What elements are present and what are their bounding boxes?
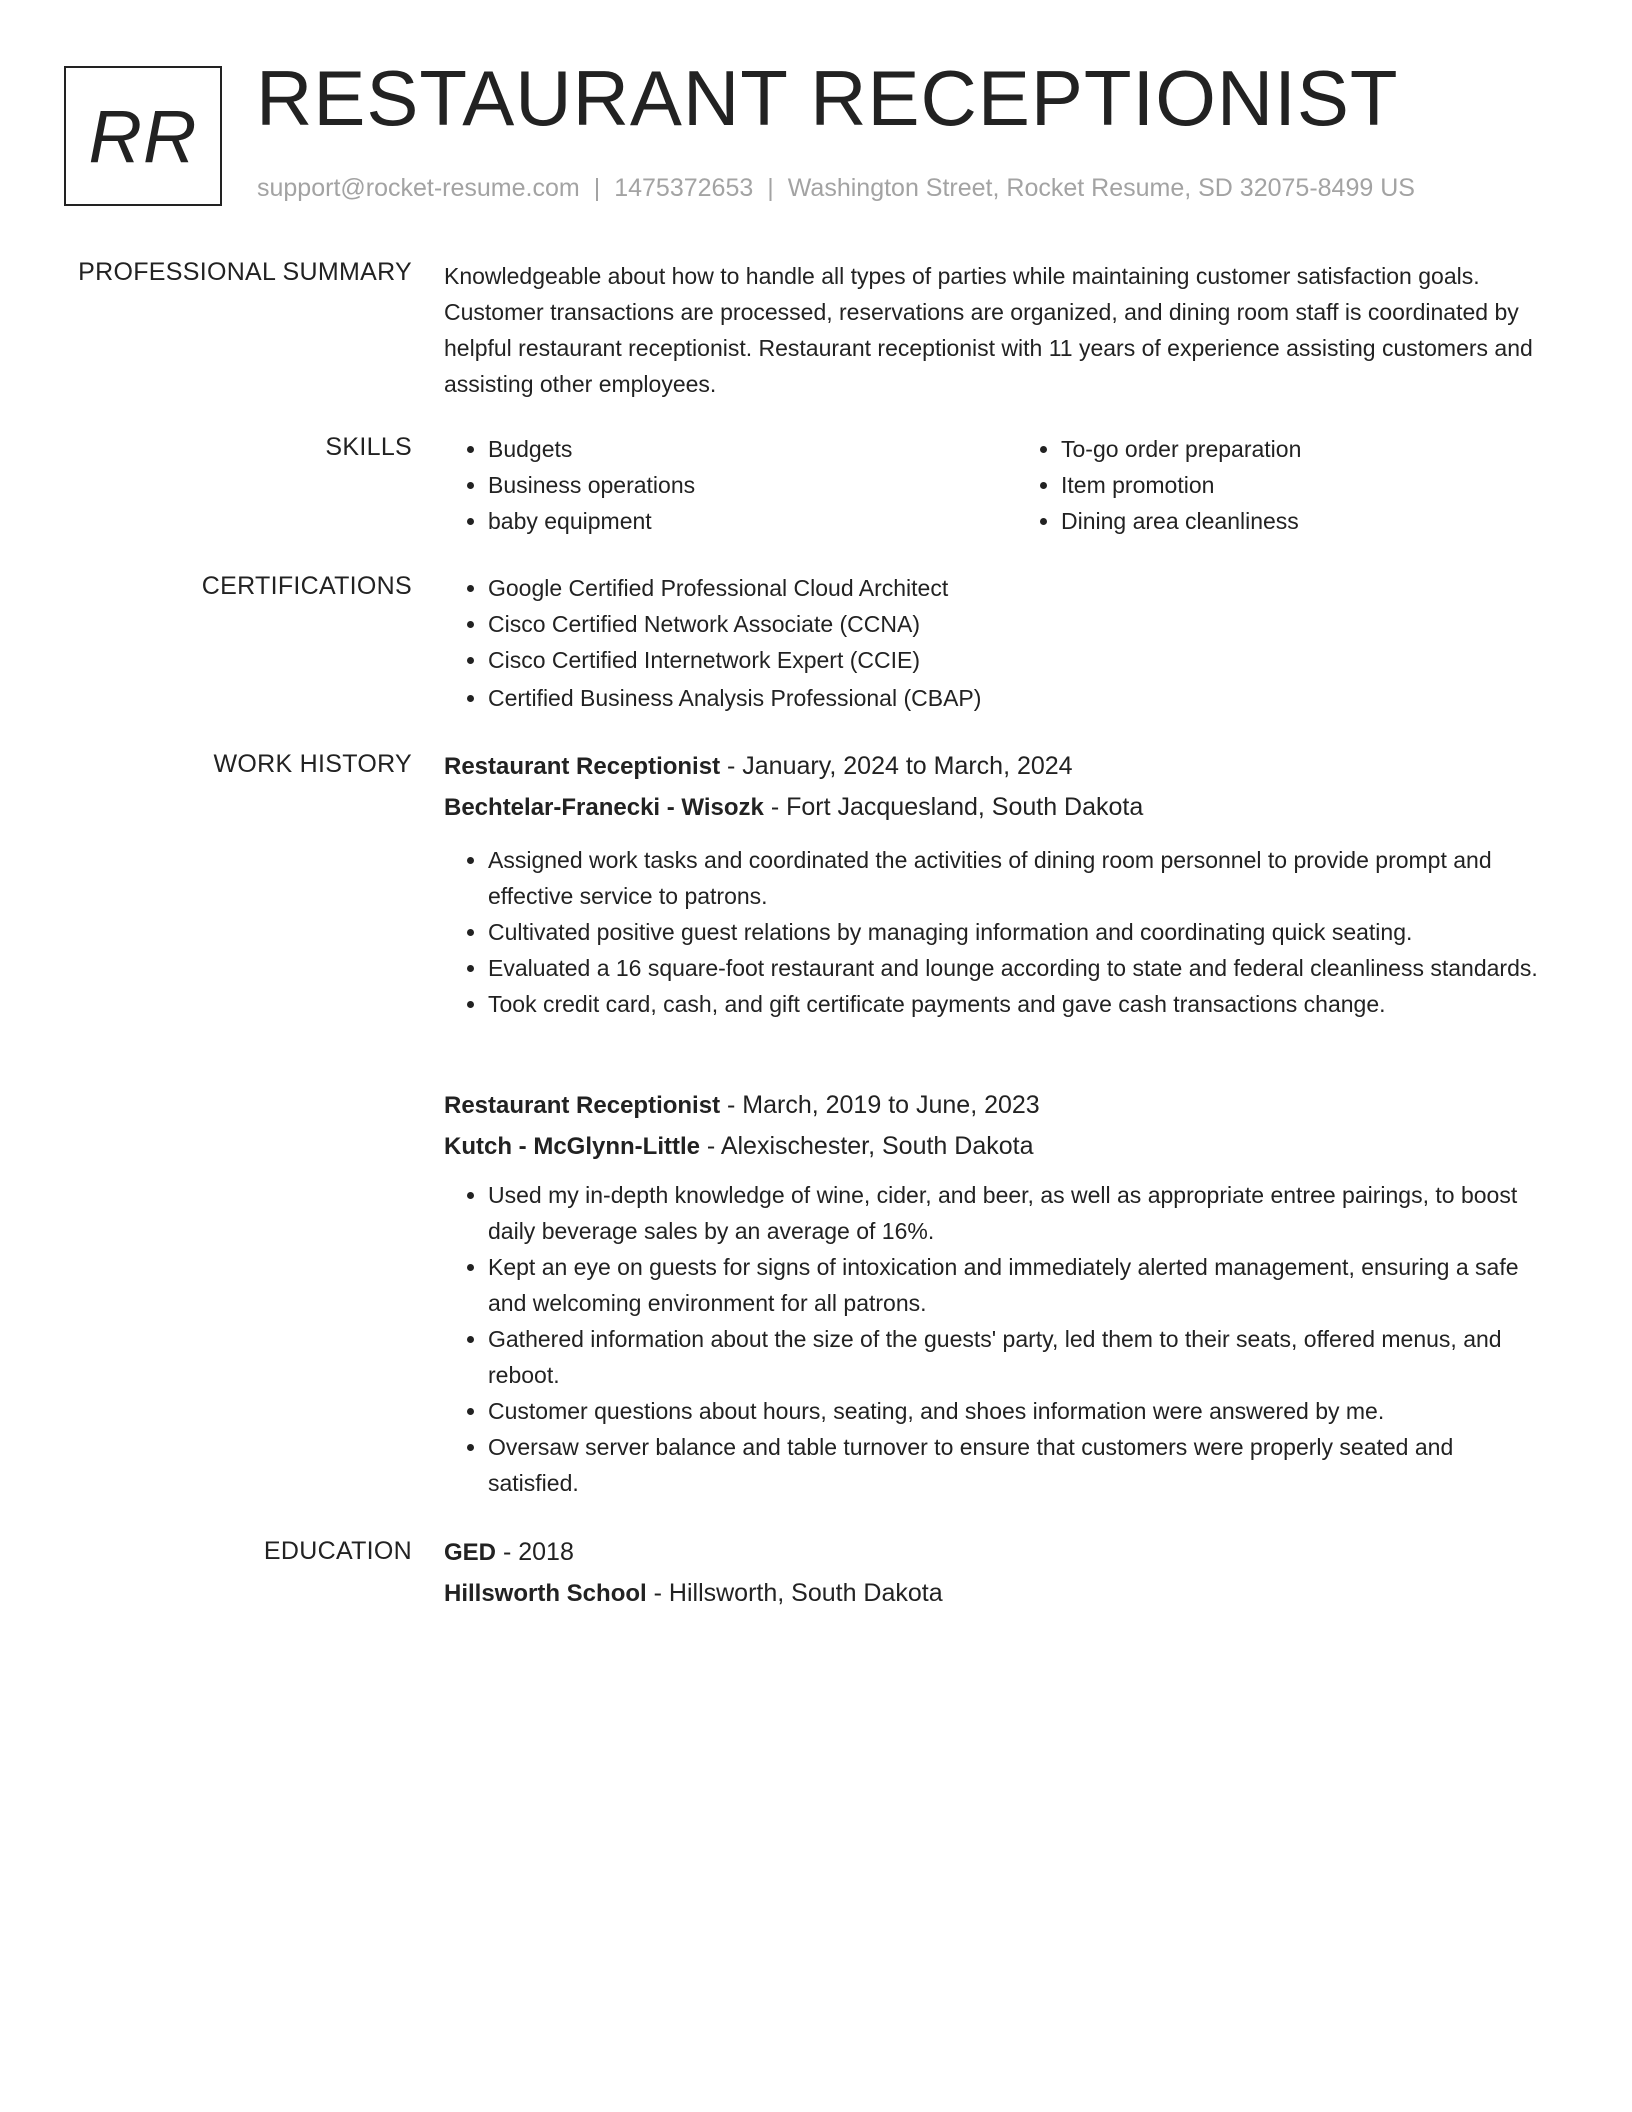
job-employer: Kutch - McGlynn-Little xyxy=(444,1133,700,1160)
contact-phone: 1475372653 xyxy=(614,174,754,202)
certification-item: • Google Certified Professional Cloud Architect xyxy=(488,570,1544,606)
job-location: - Fort Jacquesland, South Dakota xyxy=(763,793,1144,821)
education-school: Hillsworth School xyxy=(444,1580,647,1607)
job-bullets xyxy=(444,1177,1544,1501)
contact-separator: | xyxy=(593,174,601,202)
skill-item: • Business operations xyxy=(488,467,971,503)
job-entry xyxy=(444,746,1544,1022)
education-heading: EDUCATION xyxy=(263,1537,412,1565)
certifications-list xyxy=(444,570,1544,716)
contact-address: Washington Street, Rocket Resume, SD 32075-8499 US xyxy=(787,174,1415,202)
monogram-initials: RR xyxy=(88,94,198,178)
contact-line xyxy=(257,174,1415,203)
summary-heading: PROFESSIONAL SUMMARY xyxy=(78,258,412,286)
job-bullets xyxy=(444,842,1544,1022)
skills-list xyxy=(444,431,1544,539)
education-location: - Hillsworth, South Dakota xyxy=(646,1579,943,1607)
job-employer-line xyxy=(444,1126,1544,1167)
education-year: - 2018 xyxy=(496,1538,574,1566)
contact-separator: | xyxy=(767,174,774,202)
job-bullet: • Cultivated positive guest relations by managing information and coordinating quick seating. xyxy=(488,914,1544,950)
education-school-line xyxy=(444,1573,1544,1614)
education-degree: GED xyxy=(444,1539,497,1566)
skill-item: • Dining area cleanliness xyxy=(1061,503,1544,539)
skill-item: • baby equipment xyxy=(488,503,971,539)
job-title-line xyxy=(444,746,1544,787)
education-degree-line xyxy=(444,1532,1544,1573)
work-history-heading: WORK HISTORY xyxy=(213,750,412,778)
skill-item: • To-go order preparation xyxy=(1061,431,1544,467)
job-location: - Alexischester, South Dakota xyxy=(699,1132,1034,1160)
resume-title: RESTAURANT RECEPTIONIST xyxy=(256,54,1399,142)
job-bullet: • Took credit card, cash, and gift certificate payments and gave cash transactions change. xyxy=(488,986,1544,1022)
education-entry xyxy=(444,1532,1544,1614)
job-bullet: • Evaluated a 16 square-foot restaurant and lounge according to state and federal cleanliness standards. xyxy=(488,950,1544,986)
job-title-line xyxy=(444,1085,1544,1126)
certification-item: • Cisco Certified Internetwork Expert (CCIE) xyxy=(488,642,1544,678)
skills-column-left xyxy=(444,431,971,539)
job-bullet: • Kept an eye on guests for signs of intoxication and immediately alerted management, ensuring a safe and welcoming environment for all patrons. xyxy=(488,1249,1544,1321)
certifications-heading: CERTIFICATIONS xyxy=(201,572,412,600)
skill-item: • Budgets xyxy=(488,431,971,467)
job-bullet: • Used my in-depth knowledge of wine, cider, and beer, as well as appropriate entree pairings, to boost daily beverage sales by an average of 16%. xyxy=(488,1177,1544,1249)
job-bullet: • Gathered information about the size of the guests' party, led them to their seats, offered menus, and reboot. xyxy=(488,1321,1544,1393)
certification-item: • Certified Business Analysis Professional (CBAP) xyxy=(488,680,1544,716)
job-bullet: • Customer questions about hours, seating, and shoes information were answered by me. xyxy=(488,1393,1544,1429)
skills-column-right xyxy=(1017,431,1544,539)
job-bullet: • Assigned work tasks and coordinated the activities of dining room personnel to provide prompt and effective service to patrons. xyxy=(488,842,1544,914)
monogram-logo xyxy=(64,66,222,206)
job-title: Restaurant Receptionist xyxy=(444,753,721,780)
summary-text: Knowledgeable about how to handle all types of parties while maintaining customer satisfaction goals. Customer transactions are processed, reservations are organized, and dining room staff is coordinated by helpful restaurant receptionist. Restaurant receptionist with 11 years of experience assisting customers and assisting other employees. xyxy=(444,263,1533,397)
job-dates: - March, 2019 to June, 2023 xyxy=(720,1091,1040,1119)
job-employer: Bechtelar-Franecki - Wisozk xyxy=(444,794,764,821)
certification-item: • Cisco Certified Network Associate (CCNA) xyxy=(488,606,1544,642)
job-dates: - January, 2024 to March, 2024 xyxy=(720,752,1073,780)
skill-item: • Item promotion xyxy=(1061,467,1544,503)
job-bullet: • Oversaw server balance and table turnover to ensure that customers were properly seated and satisfied. xyxy=(488,1429,1544,1501)
job-employer-line xyxy=(444,787,1544,828)
job-title: Restaurant Receptionist xyxy=(444,1092,721,1119)
job-entry xyxy=(444,1085,1544,1501)
skills-heading: SKILLS xyxy=(325,433,412,461)
contact-email: support@rocket-resume.com xyxy=(257,174,580,202)
